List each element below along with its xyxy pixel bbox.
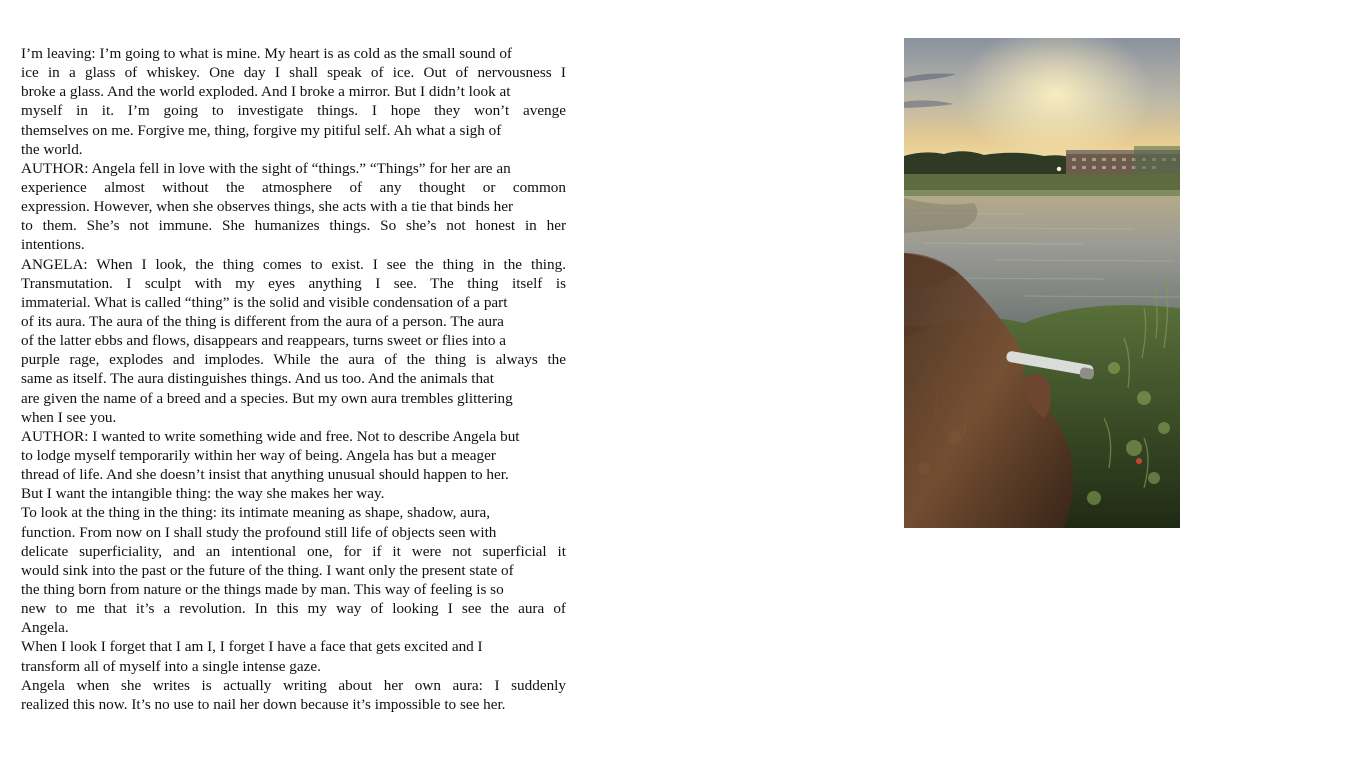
text-line: delicate superficiality, and an intentional one, for if it were not superficial it (21, 542, 566, 560)
text-line: are given the name of a breed and a species. But my own aura trembles glittering (21, 389, 513, 407)
text-line: of its aura. The aura of the thing is different from the aura of a person. The aura (21, 312, 504, 330)
text-line: same as itself. The aura distinguishes things. And us too. And the animals that (21, 370, 495, 388)
text-line: broke a glass. And the world exploded. And I broke a mirror. But I didn’t look at (21, 83, 511, 101)
text-line: I’m leaving: I’m going to what is mine. My heart is as cold as the small sound of (21, 45, 512, 62)
text-line: Angela. (21, 619, 69, 637)
text-line: realized this now. It’s no use to nail her down because it’s impossible to see her. (21, 695, 506, 713)
text-line: AUTHOR: I wanted to write something wide and free. Not to describe Angela but (21, 427, 520, 445)
text-line: Angela when she writes is actually writing about her own aura: I suddenly (21, 676, 566, 694)
text-line: of the latter ebbs and flows, disappears and reappears, turns sweet or flies into a (21, 332, 506, 350)
text-line: to lodge myself temporarily within her way of being. Angela has but a meager (21, 446, 496, 464)
text-line: expression. However, when she observes things, she acts with a tie that binds her (21, 198, 514, 216)
text-line: But I want the intangible thing: the way she makes her way. (21, 485, 385, 503)
text-line: Transmutation. I sculpt with my eyes anything I see. The thing itself is (21, 274, 566, 292)
text-line: when I see you. (21, 408, 117, 426)
text-line: AUTHOR: Angela fell in love with the sight of “things.” “Things” for her are an (21, 159, 511, 177)
lakeside-photo (904, 38, 1180, 528)
text-line: function. From now on I shall study the profound still life of objects seen with (21, 523, 497, 541)
text-line: myself in it. I’m going to investigate things. I hope they won’t avenge (21, 102, 566, 120)
text-line: new to me that it’s a revolution. In this my way of looking I see the aura of (21, 600, 566, 618)
text-line: the thing born from nature or the things made by man. This way of feeling is so (21, 580, 504, 598)
text-line: the world. (21, 140, 83, 158)
text-line: When I look I forget that I am I, I forget I have a face that gets excited and I (21, 638, 483, 656)
text-line: To look at the thing in the thing: its intimate meaning as shape, shadow, aura, (21, 504, 491, 522)
text-line: would sink into the past or the future of the thing. I want only the present state of (21, 561, 514, 579)
text-line: purple rage, explodes and implodes. While the aura of the thing is always the (21, 351, 566, 369)
text-line: to them. She’s not immune. She humanizes things. So she’s not honest in her (21, 217, 566, 235)
text-line: intentions. (21, 236, 85, 254)
text-line: transform all of myself into a single intense gaze. (21, 657, 321, 675)
text-line: ANGELA: When I look, the thing comes to exist. I see the thing in the thing. (21, 255, 566, 273)
essay-text (21, 44, 566, 714)
lakeside-sunset-photo-icon (904, 38, 1180, 528)
text-line: immaterial. What is called “thing” is the solid and visible condensation of a part (21, 293, 508, 311)
text-line: thread of life. And she doesn’t insist that anything unusual should happen to her. (21, 466, 509, 484)
text-line: themselves on me. Forgive me, thing, forgive my pitiful self. Ah what a sigh of (21, 121, 502, 139)
text-line: experience almost without the atmosphere of any thought or common (21, 178, 566, 196)
text-line: ice in a glass of whiskey. One day I shall speak of ice. Out of nervousness I (21, 64, 566, 82)
